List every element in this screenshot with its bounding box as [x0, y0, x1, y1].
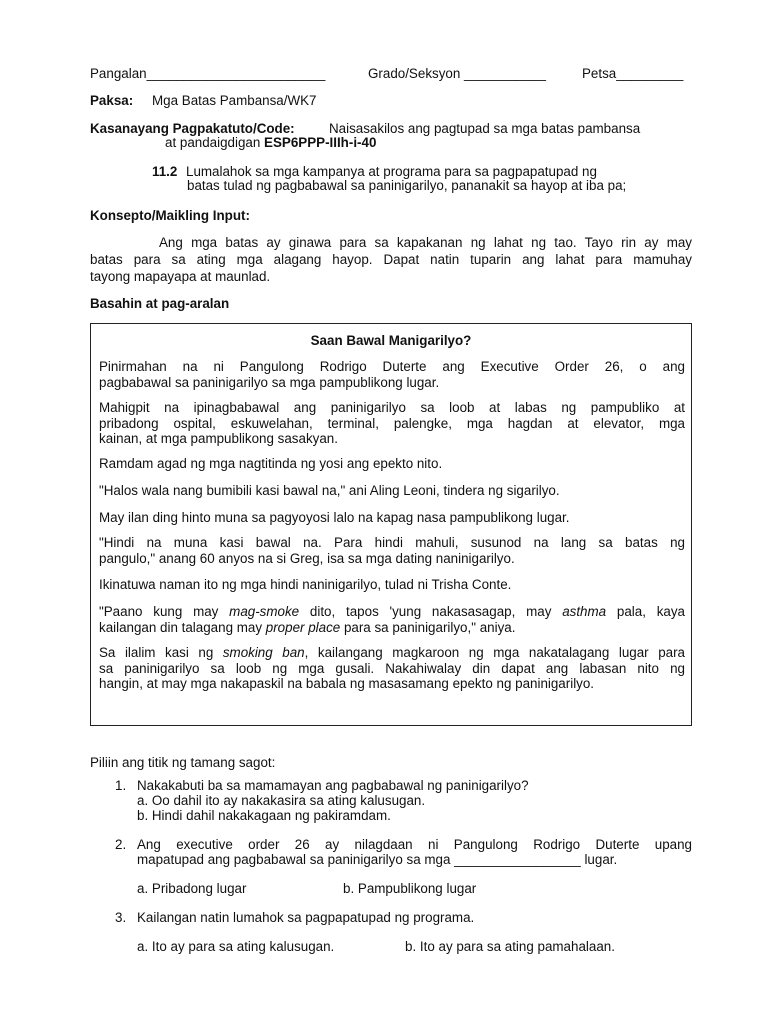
paragraph-line: Pinirmahan na ni Pangulong Rodrigo Duterte ang Executive Order 26, o ang: [99, 359, 685, 374]
article-paragraph-4: [99, 483, 685, 499]
paragraph-line: pribadong ospital, eskuwelahan, terminal, palengke, mga hagdan at elevator, mga: [99, 415, 685, 431]
kasanayan-line2-prefix: at pandaigdigan: [165, 135, 265, 150]
question-2-number: 2.: [115, 837, 127, 852]
question-3-option-b: b. Ito ay para sa ating pamahalaan.: [405, 939, 615, 954]
article-paragraph-7: [99, 577, 685, 593]
text-run: para sa paninigarilyo," aniya.: [340, 619, 516, 635]
konsepto-line2: batas para sa ating mga alagang hayop. Dapat natin tuparin ang lahat para mamuhay: [90, 252, 692, 267]
quiz-instruction: Piliin ang titik ng tamang sagot:: [90, 755, 276, 770]
paksa-value: Mga Batas Pambansa/WK7: [152, 93, 317, 108]
paragraph-line: "Halos wala nang bumibili kasi bawal na," ani Aling Leoni, tindera ng sigarilyo.: [99, 483, 560, 498]
article-paragraph-2: [99, 400, 685, 447]
kasanayan-line1: Naisasakilos ang pagtupad sa mga batas pambansa: [329, 121, 641, 136]
competency-number: 11.2: [152, 164, 178, 179]
article-box: [90, 323, 692, 726]
text-run: Sa ilalim kasi ng: [99, 645, 223, 660]
question-3-number: 3.: [115, 910, 127, 925]
basahin-label: Basahin at pag-aralan: [90, 296, 230, 311]
paragraph-line: pagbabawal sa paninigarilyo sa mga pampublikong lugar.: [99, 374, 440, 390]
question-2-option-a: a. Pribadong lugar: [137, 881, 247, 896]
kasanayan-line2: [165, 135, 376, 151]
paragraph-line: pangulo," anang 60 anyos na si Greg, isa sa mga dating naninigarilyo.: [99, 550, 515, 566]
article-paragraph-8: [99, 604, 685, 635]
konsepto-line1: Ang mga batas ay ginawa para sa kapakanan ng lahat ng tao. Tayo rin ay may: [159, 235, 692, 250]
article-paragraph-1: [99, 359, 685, 390]
grade-section-field-label: Grado/Seksyon ___________: [368, 66, 546, 81]
article-paragraph-5: [99, 510, 685, 526]
question-1-number: 1.: [115, 778, 127, 793]
paragraph-line: Mahigpit na ipinagbabawal ang paninigarilyo sa loob at labas ng pampubliko at: [99, 400, 685, 415]
question-1-option-a: a. Oo dahil ito ay nakakasira sa ating kalusugan.: [137, 793, 426, 808]
paragraph-line: May ilan ding hinto muna sa pagyoyosi lalo na kapag nasa pampublikong lugar.: [99, 510, 570, 525]
italic-run: mag-smoke: [229, 604, 300, 619]
italic-run: smoking ban: [222, 645, 305, 660]
question-1-text: Nakakabuti ba sa mamamayan ang pagbabawal ng paninigarilyo?: [137, 778, 529, 793]
article-paragraph-3: [99, 456, 685, 472]
paragraph-line: [99, 604, 685, 620]
paragraph-line: hangin, at may mga nakapaskil na babala ng masasamang epekto ng paninigarilyo.: [99, 676, 595, 691]
konsepto-line3: tayong mapayapa at maunlad.: [90, 269, 271, 284]
paragraph-line: kainan, at mga pampublikong sasakyan.: [99, 431, 338, 446]
question-2-line1: Ang executive order 26 ay nilagdaan ni Pangulong Rodrigo Duterte upang: [137, 837, 692, 852]
question-1-option-b: b. Hindi dahil nakakagaan ng pakiramdam.: [137, 808, 391, 823]
italic-run: proper place: [265, 619, 341, 635]
paragraph-line: sa paninigarilyo sa loob ng mga gusali. Nakahiwalay din dapat ang labasan nito ng: [99, 660, 685, 676]
paragraph-line: "Hindi na muna kasi bawal na. Para hindi mahuli, susunod na lang sa batas ng: [99, 535, 685, 550]
kasanayan-label: Kasanayang Pagpakatuto/Code:: [90, 121, 295, 136]
question-2-option-b: b. Pampublikong lugar: [343, 881, 477, 896]
text-run: kailangan din talagang may: [99, 619, 266, 635]
paragraph-line: [99, 620, 685, 636]
text-run: "Paano kung may: [99, 604, 230, 619]
question-3-text: Kailangan natin lumahok sa pagpapatupad ng programa.: [137, 910, 475, 925]
article-paragraph-9: [99, 645, 685, 692]
article-title: Saan Bawal Manigarilyo?: [310, 333, 472, 348]
competency-code: ESP6PPP-IIIh-i-40: [264, 135, 377, 150]
competency-line1: Lumalahok sa mga kampanya at programa para sa pagpapatupad ng: [186, 164, 597, 179]
konsepto-label: Konsepto/Maikling Input:: [90, 208, 250, 223]
text-run: dito, tapos 'yung nakasasagap, may: [299, 604, 563, 619]
italic-run: asthma: [562, 604, 607, 619]
paragraph-line: [99, 645, 685, 661]
paragraph-line: Ikinatuwa naman ito ng mga hindi naninigarilyo, tulad ni Trisha Conte.: [99, 577, 512, 592]
text-run: pala, kaya: [606, 604, 686, 619]
competency-line2: batas tulad ng pagbabawal sa paninigarilyo, pananakit sa hayop at iba pa;: [187, 178, 627, 193]
question-2-line2: mapatupad ang pagbabawal sa paninigarilyo sa mga _________________ lugar.: [137, 852, 618, 867]
text-run: , kailangang magkaroon ng mga nakatalagang lugar para: [304, 645, 685, 660]
date-field-label: Petsa_________: [582, 66, 684, 81]
paragraph-line: Ramdam agad ng mga nagtitinda ng yosi ang epekto nito.: [99, 456, 443, 471]
question-3-option-a: a. Ito ay para sa ating kalusugan.: [137, 939, 335, 954]
name-field-label: Pangalan________________________: [90, 66, 326, 81]
article-paragraph-6: [99, 535, 685, 566]
paksa-label: Paksa:: [90, 93, 134, 108]
